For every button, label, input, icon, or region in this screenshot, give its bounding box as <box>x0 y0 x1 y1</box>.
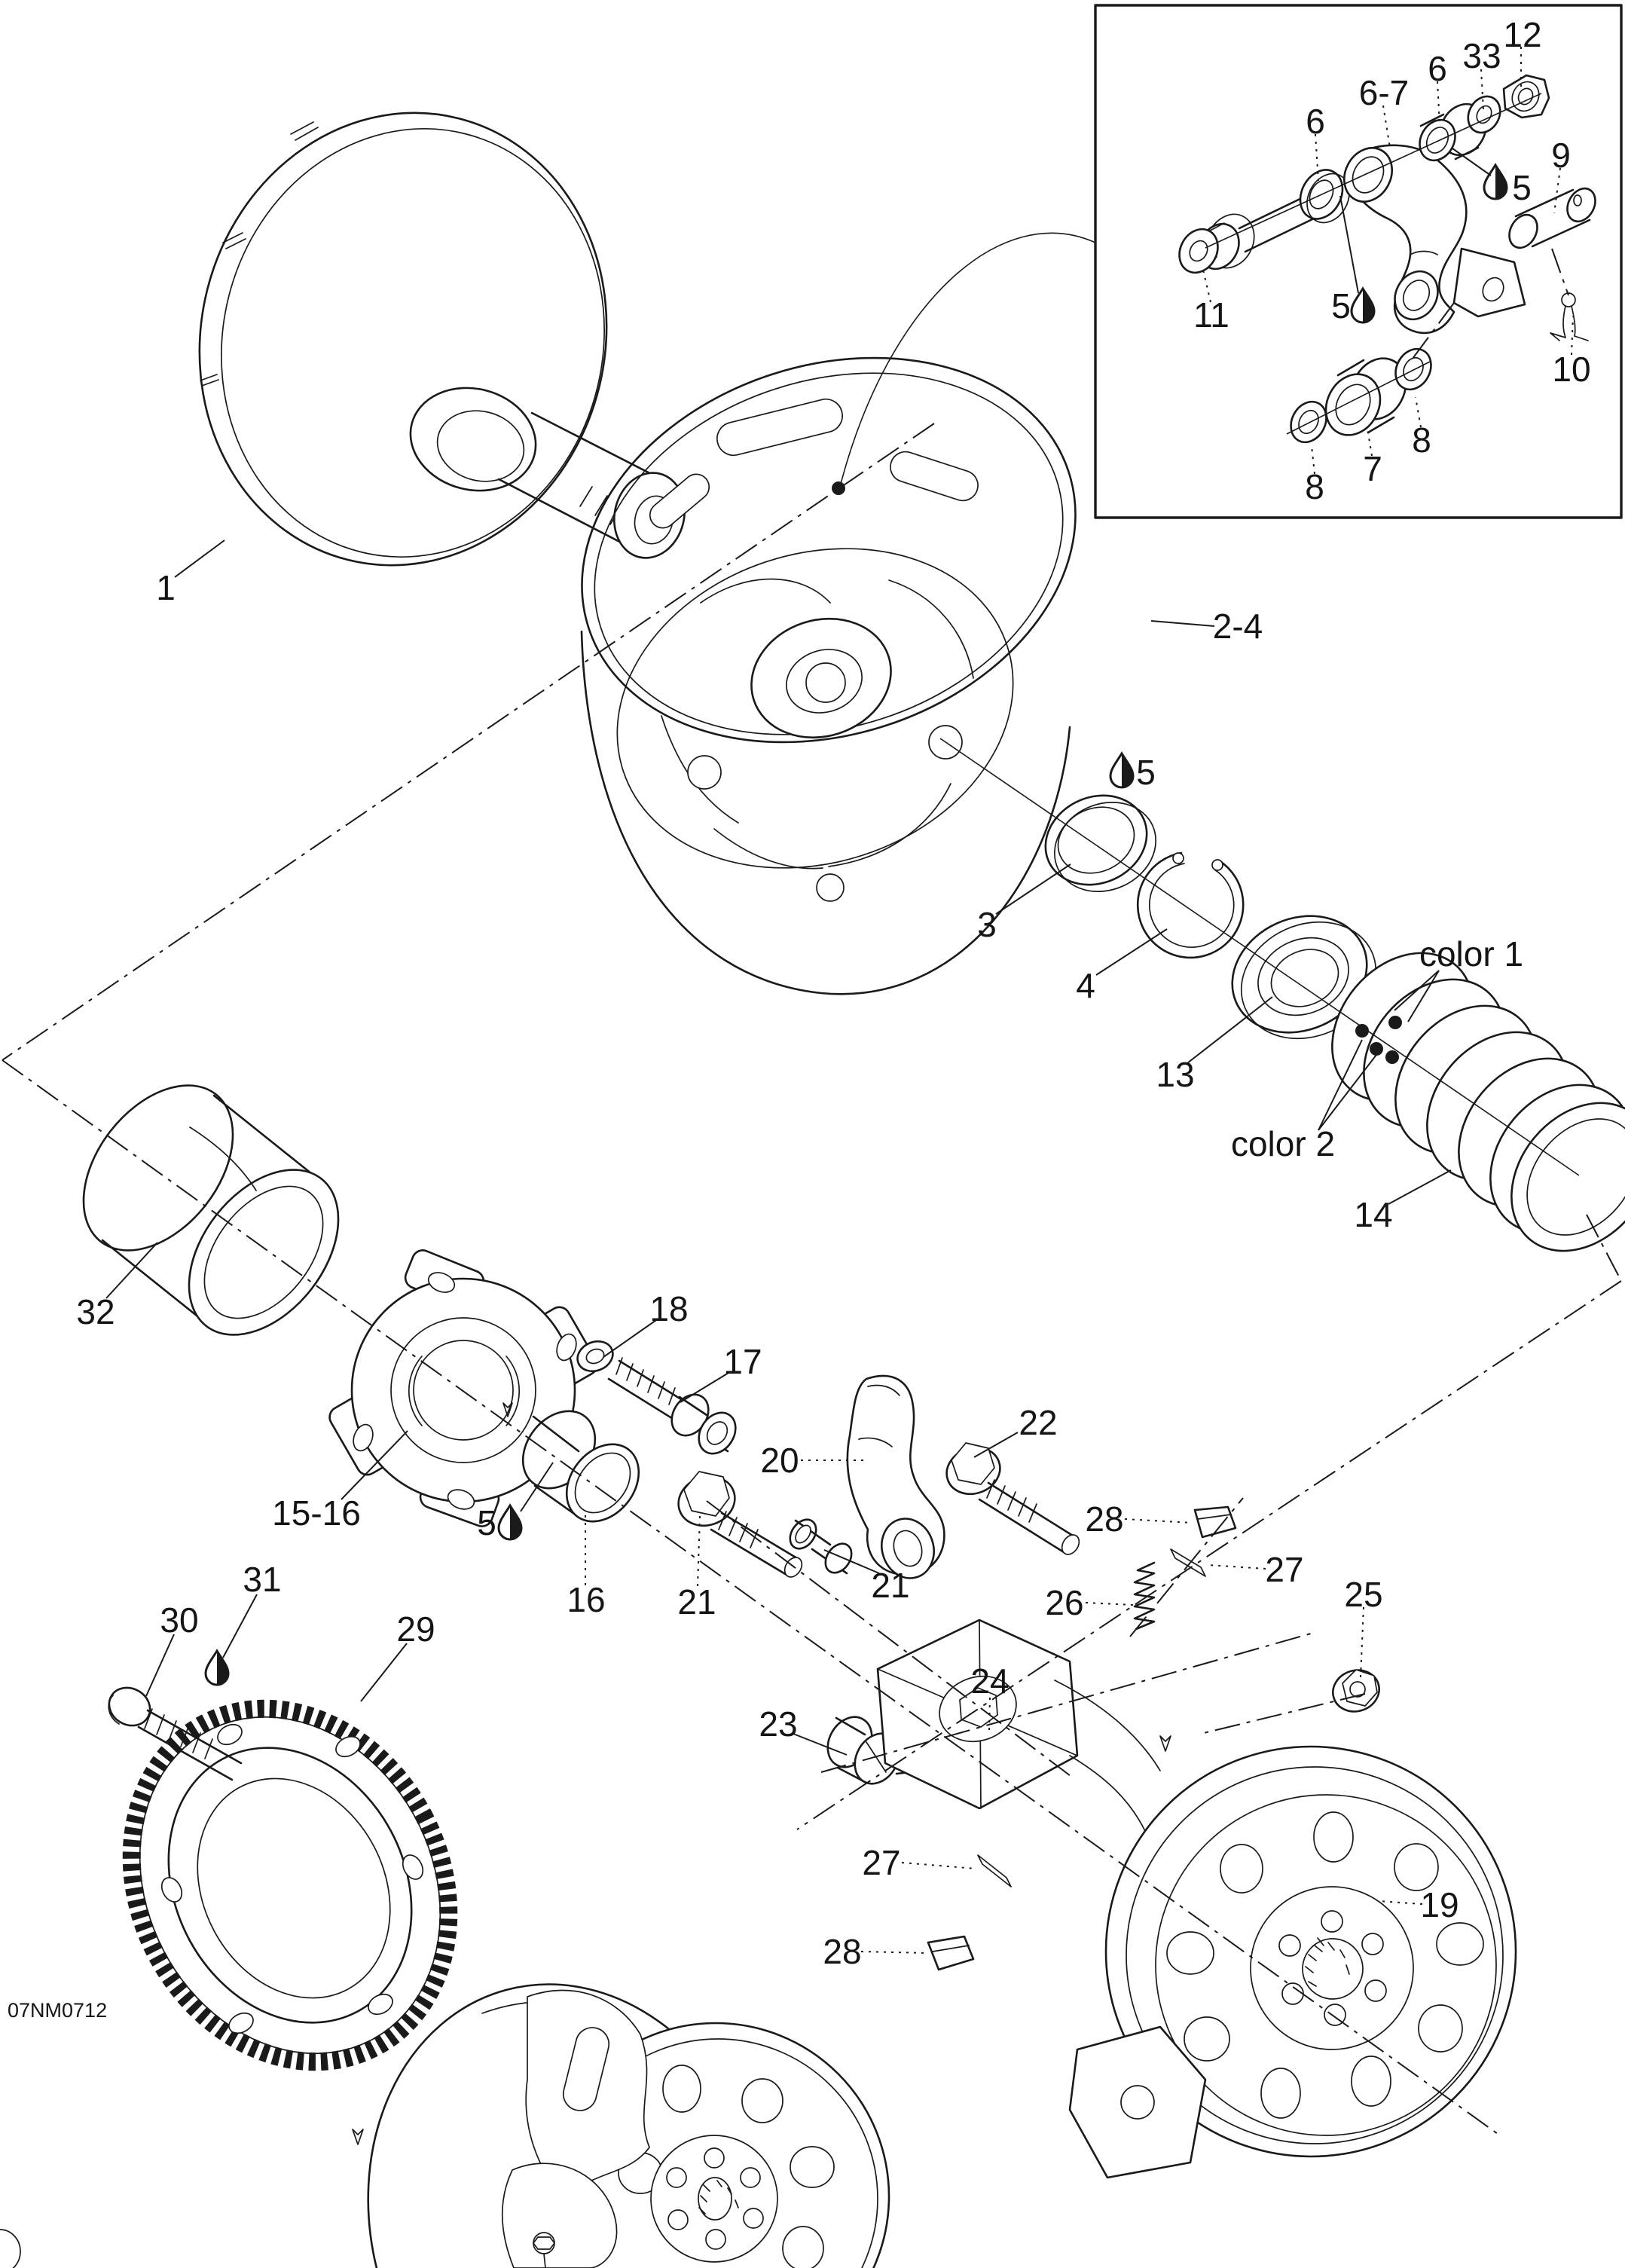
leader-line-13 <box>175 540 225 577</box>
construction-line-8 <box>1552 249 1568 295</box>
part-slider-28-bottom <box>928 1936 973 1970</box>
spring-color-dot-1 <box>1388 1016 1402 1029</box>
leader-line-37 <box>1125 1519 1192 1523</box>
callout-label-6-7: 6-7 <box>1358 73 1410 112</box>
callout-label-7: 7 <box>1363 449 1382 488</box>
callout-label-21: 21 <box>871 1566 910 1605</box>
part-circlip-4 <box>1138 853 1243 958</box>
part-fixed-sheave-1 <box>152 69 694 609</box>
callout-label-9: 9 <box>1551 136 1571 175</box>
callout-label-11: 11 <box>1193 295 1229 335</box>
callout-label-5: 5 <box>1512 168 1532 207</box>
callout-label-10: 10 <box>1552 350 1591 389</box>
part-cotter-pin-10 <box>1550 293 1588 341</box>
spring-color-dot-0 <box>1355 1024 1369 1038</box>
leader-line-5 <box>1554 168 1560 213</box>
part-pin-27-top <box>1171 1549 1205 1576</box>
leader-line-17 <box>1187 997 1272 1063</box>
part-bushing-3 <box>1031 780 1170 907</box>
callout-label-8: 8 <box>1305 467 1324 506</box>
leader-line-41 <box>861 1952 927 1953</box>
part-nut-25 <box>1327 1664 1385 1718</box>
callout-label-6: 6 <box>1428 49 1447 88</box>
callout-label-24: 24 <box>970 1661 1010 1701</box>
callout-label-29: 29 <box>396 1609 435 1649</box>
callout-label-17: 17 <box>723 1342 762 1381</box>
callout-label-27: 27 <box>1265 1550 1304 1589</box>
construction-line-7 <box>1130 1498 1243 1637</box>
oil-drop-icon <box>206 1651 228 1685</box>
leader-line-15 <box>996 864 1071 914</box>
leader-line-40 <box>902 1863 976 1869</box>
callout-label-32: 32 <box>76 1292 115 1331</box>
spring-color-dot-3 <box>1385 1050 1399 1064</box>
figure-code: 07NM0712 <box>8 1999 108 2022</box>
leader-line-30 <box>974 1432 1018 1457</box>
callout-label-6: 6 <box>1306 102 1325 141</box>
callout-label-12: 12 <box>1503 15 1542 54</box>
part-bolt-21 <box>671 1469 805 1580</box>
callout-label-8: 8 <box>1412 420 1431 460</box>
oil-drop-icon <box>1484 165 1507 199</box>
leader-line-31 <box>698 1516 700 1586</box>
callout-label-25: 25 <box>1344 1575 1383 1614</box>
callout-label-23: 23 <box>759 1704 798 1744</box>
part-lever-20 <box>848 1376 945 1585</box>
part-nut-12 <box>1504 75 1549 118</box>
part-bottom-pulley-assembly <box>0 1939 889 2268</box>
leader-line-14 <box>1151 621 1214 626</box>
leader-line-42 <box>361 1643 407 1701</box>
callout-label-2-4: 2-4 <box>1212 607 1263 646</box>
callout-label-14: 14 <box>1354 1195 1393 1234</box>
oil-drop-icon <box>1352 289 1374 322</box>
leader-line-16 <box>1096 929 1167 975</box>
part-pin-27-bottom <box>978 1855 1011 1887</box>
callout-label-16: 16 <box>567 1580 606 1619</box>
callout-label-18: 18 <box>649 1289 689 1328</box>
callout-label-33: 33 <box>1462 36 1501 75</box>
index-dot <box>832 481 845 495</box>
leader-line-38 <box>1361 1607 1364 1677</box>
part-bolt-22 <box>940 1440 1083 1557</box>
leader-line-35 <box>1086 1603 1133 1605</box>
construction-line-6 <box>1204 1694 1365 1733</box>
callout-label-30: 30 <box>160 1600 199 1640</box>
callout-label-3: 3 <box>977 905 997 944</box>
oil-drop-icon <box>499 1505 521 1539</box>
leader-line-36 <box>1208 1565 1266 1569</box>
callout-label-28: 28 <box>823 1932 862 1971</box>
leader-line-24 <box>603 1320 656 1357</box>
part-sliding-sheave-2-4 <box>532 296 1126 994</box>
callout-label-31: 31 <box>243 1560 282 1599</box>
callout-label-28: 28 <box>1085 1499 1124 1539</box>
callout-label-20: 20 <box>760 1441 799 1480</box>
callout-label-5: 5 <box>477 1503 496 1542</box>
callout-label-26: 26 <box>1045 1583 1084 1622</box>
callout-label-22: 22 <box>1019 1403 1058 1442</box>
callout-label-19: 19 <box>1420 1885 1459 1924</box>
callout-label-color-1: color 1 <box>1419 934 1524 974</box>
callout-label-4: 4 <box>1076 966 1095 1005</box>
callout-label-color-2: color 2 <box>1230 1124 1336 1163</box>
callout-label-21: 21 <box>677 1582 716 1622</box>
callout-label-13: 13 <box>1156 1055 1195 1094</box>
oil-drop-icon <box>1110 753 1133 787</box>
leader-line-18 <box>1388 1170 1451 1204</box>
callout-label-15-16: 15-16 <box>272 1493 361 1533</box>
leader-line-7 <box>1340 196 1358 293</box>
callout-label-1: 1 <box>156 568 176 607</box>
leader-line-44 <box>223 1594 257 1658</box>
callout-label-27: 27 <box>862 1843 901 1882</box>
spring-color-dot-2 <box>1370 1042 1383 1056</box>
leader-line-43 <box>146 1634 174 1696</box>
callout-label-5: 5 <box>1136 753 1156 792</box>
callout-label-5: 5 <box>1331 286 1351 326</box>
